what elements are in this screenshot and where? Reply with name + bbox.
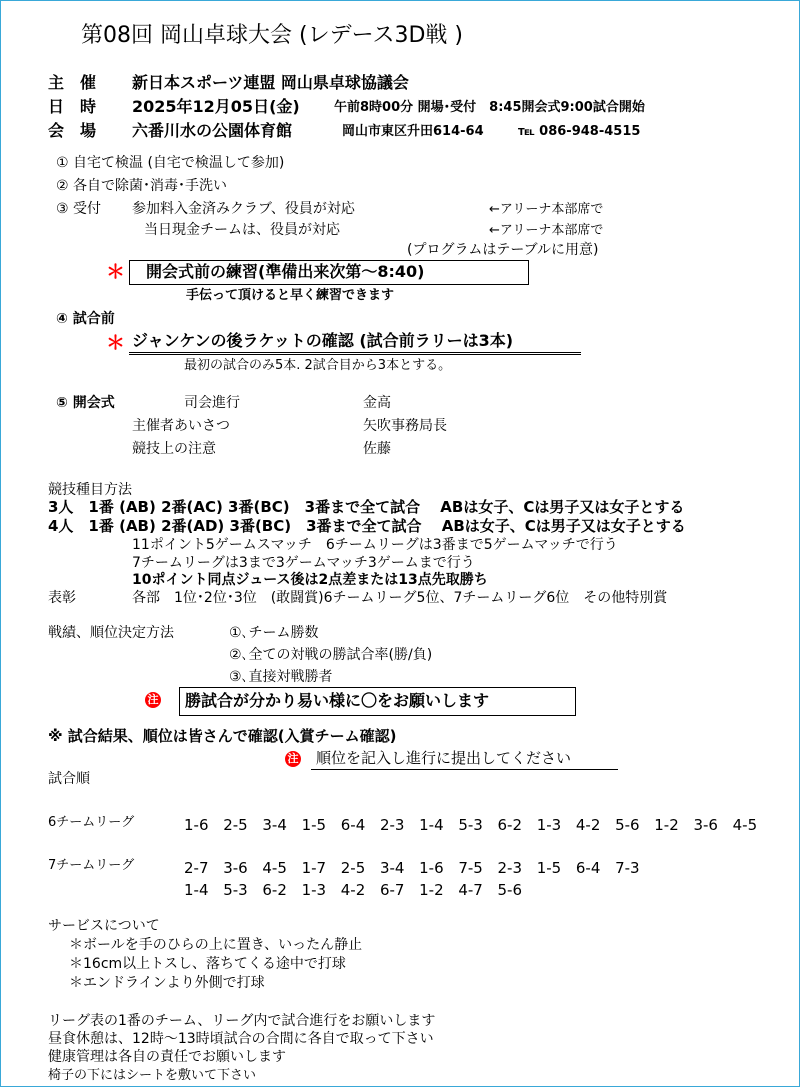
note-circle-wins: 勝試合が分かり易い様に〇をお願いします — [185, 691, 490, 710]
telephone: ℡ 086-948-4515 — [518, 124, 641, 139]
match-pair: 4-2 — [575, 816, 601, 834]
match-pair: 2-3 — [497, 859, 522, 877]
rules-seven-team: 7チームリーグは3まで3ゲームマッチ3ゲームまで行う — [132, 555, 475, 571]
rank-criterion: ①､チーム勝数 — [229, 625, 319, 641]
match-pair: 1-5 — [536, 859, 562, 877]
janken-sub: 最初の試合のみ5本. 2試合目から3本とする。 — [184, 358, 452, 373]
match-pair: 3-6 — [693, 816, 718, 834]
service-rule: ＊エンドラインより外側で打球 — [69, 975, 265, 991]
rules-three-players: 3人 1番 (AB) 2番(AC) 3番(BC) 3番まで全て試合 ABは女子、Cは男子又は女子とする — [48, 498, 685, 516]
match-pair: 7-3 — [615, 859, 640, 877]
match-pair: 1-2 — [654, 816, 679, 834]
footer-note: 昼食休憩は、12時～13時頃試合の合間に各自で取って下さい — [48, 1031, 434, 1047]
match-pair: 5-6 — [497, 881, 522, 899]
order-heading: 試合順 — [48, 771, 90, 787]
match-pair: 2-5 — [223, 816, 248, 834]
ceremony-role: 主催者あいさつ — [132, 418, 230, 434]
match-pair: 4-5 — [262, 859, 287, 877]
match-pair: 3-4 — [262, 816, 287, 834]
seven-team-order-1 — [184, 859, 654, 877]
seven-team-order-2 — [184, 881, 537, 899]
match-pair: 6-2 — [262, 881, 287, 899]
rules-four-players: 4人 1番 (AB) 2番(AD) 3番(BC) 3番まで全て試合 ABは女子、Cは男子又は女子とする — [48, 517, 686, 535]
rank-criterion: ②､全ての対戦の勝試合率(勝/負) — [229, 647, 433, 663]
item-disinfect: ② 各自で除菌･消毒･手洗い — [56, 178, 228, 194]
rules-game-format: 11ポイント5ゲームスマッチ 6チームリーグは3番まで5ゲームマッチで行う — [132, 537, 618, 553]
janken-notice: ジャンケンの後ラケットの確認 (試合前ラリーは3本) — [132, 331, 514, 350]
program-note: (プログラムはテーブルに用意) — [407, 242, 599, 258]
practice-sub: 手伝って頂けると早く練習できます — [186, 288, 395, 303]
match-pair: 1-3 — [536, 816, 562, 834]
match-pair: 2-7 — [184, 859, 209, 877]
rules-deuce: 10ポイント同点ジュース後は2点差または13点先取勝ち — [132, 572, 488, 588]
footer-note: 健康管理は各自の責任でお願いします — [48, 1049, 286, 1065]
footer-note: 椅子の下にはシートを敷いて下さい — [48, 1068, 257, 1083]
results-notice: ※ 試合結果、順位は皆さんで確認(入賞チーム確認) — [48, 727, 397, 745]
reception-paid: 参加料入金済みクラブ、役員が対応 — [132, 201, 355, 217]
match-pair: 1-4 — [184, 881, 209, 899]
note-submit-ranking: 順位を記入し進行に提出してください — [316, 749, 572, 767]
asterisk-mark-2: ＊ — [106, 332, 126, 354]
reception-paid-note: ←アリーナ本部席で — [489, 202, 604, 217]
match-pair: 2-3 — [379, 816, 405, 834]
match-pair: 6-2 — [497, 816, 522, 834]
practice-notice: 開会式前の練習(準備出来次第～8:40) — [146, 262, 425, 281]
ceremony-person: 矢吹事務局長 — [363, 418, 447, 434]
item-ceremony: ⑤ 開会式 — [56, 395, 115, 411]
page-title: 第08回 岡山卓球大会 (レデース3D戦 ) — [81, 23, 463, 48]
match-pair: 1-7 — [301, 859, 327, 877]
reception-cash: 当日現金チームは、役員が対応 — [144, 222, 340, 238]
service-rule: ＊ボールを手のひらの上に置き、いったん静止 — [69, 937, 363, 953]
organizer-label: 主 催 — [48, 73, 97, 92]
venue: 六番川水の公園体育館 — [132, 121, 293, 140]
note-icon: 注 — [145, 692, 161, 708]
item-reception-label: ③ 受付 — [56, 201, 102, 217]
rank-label: 戦績、順位決定方法 — [48, 625, 174, 641]
ceremony-role: 司会進行 — [184, 395, 240, 411]
match-pair: 3-6 — [223, 859, 248, 877]
match-pair: 1-6 — [184, 816, 209, 834]
match-pair: 3-4 — [379, 859, 405, 877]
item-before-match: ④ 試合前 — [56, 311, 115, 327]
match-pair: 6-7 — [379, 881, 405, 899]
match-pair: 5-3 — [223, 881, 248, 899]
match-pair: 1-6 — [419, 859, 444, 877]
match-pair: 1-3 — [301, 881, 327, 899]
service-rule: ＊16cm以上トスし、落ちてくる途中で打球 — [69, 956, 346, 972]
award-label: 表彰 — [48, 590, 76, 606]
event-date: 2025年12月05日(金) — [132, 97, 300, 116]
match-pair: 4-2 — [340, 881, 366, 899]
match-pair: 5-3 — [458, 816, 483, 834]
match-pair: 1-2 — [419, 881, 444, 899]
venue-label: 会 場 — [48, 121, 97, 140]
six-team-order — [184, 816, 772, 834]
rules-heading: 競技種目方法 — [48, 482, 132, 498]
address: 岡山市東区升田614-64 — [342, 124, 484, 139]
date-label: 日 時 — [48, 97, 97, 116]
seven-team-label: 7チームリーグ — [48, 858, 135, 873]
ceremony-person: 佐藤 — [363, 441, 391, 457]
janken-underline — [129, 352, 581, 353]
match-pair: 6-4 — [340, 816, 366, 834]
organizer: 新日本スポーツ連盟 岡山県卓球協議会 — [132, 73, 409, 92]
match-pair: 2-5 — [340, 859, 366, 877]
ceremony-role: 競技上の注意 — [132, 441, 216, 457]
note-icon-2: 注 — [285, 751, 301, 767]
match-pair: 5-6 — [615, 816, 640, 834]
janken-underline-2 — [129, 354, 581, 355]
match-pair: 1-5 — [301, 816, 327, 834]
asterisk-mark: ＊ — [106, 261, 126, 283]
award-text: 各部 1位･2位･3位 (敢闘賞)6チームリーグ5位、7チームリーグ6位 その他特別賞 — [132, 590, 668, 606]
match-pair: 1-4 — [419, 816, 444, 834]
item-temperature: ① 自宅て検温 (自宅で検温して参加) — [56, 155, 285, 171]
footer-note: リーグ表の1番のチーム、リーグ内で試合進行をお願いします — [48, 1013, 436, 1029]
match-pair: 4-5 — [732, 816, 758, 834]
match-pair: 6-4 — [575, 859, 601, 877]
match-pair: 4-7 — [458, 881, 483, 899]
reception-cash-note: ←アリーナ本部席で — [489, 223, 604, 238]
rank-criterion: ③､直接対戦勝者 — [229, 669, 333, 685]
event-time: 午前8時00分 開場･受付 8:45開会式9:00試合開始 — [334, 100, 645, 115]
six-team-label: 6チームリーグ — [48, 815, 135, 830]
match-pair: 7-5 — [458, 859, 483, 877]
submit-underline — [311, 769, 618, 770]
service-heading: サービスについて — [48, 918, 160, 934]
ceremony-person: 金高 — [363, 395, 391, 411]
